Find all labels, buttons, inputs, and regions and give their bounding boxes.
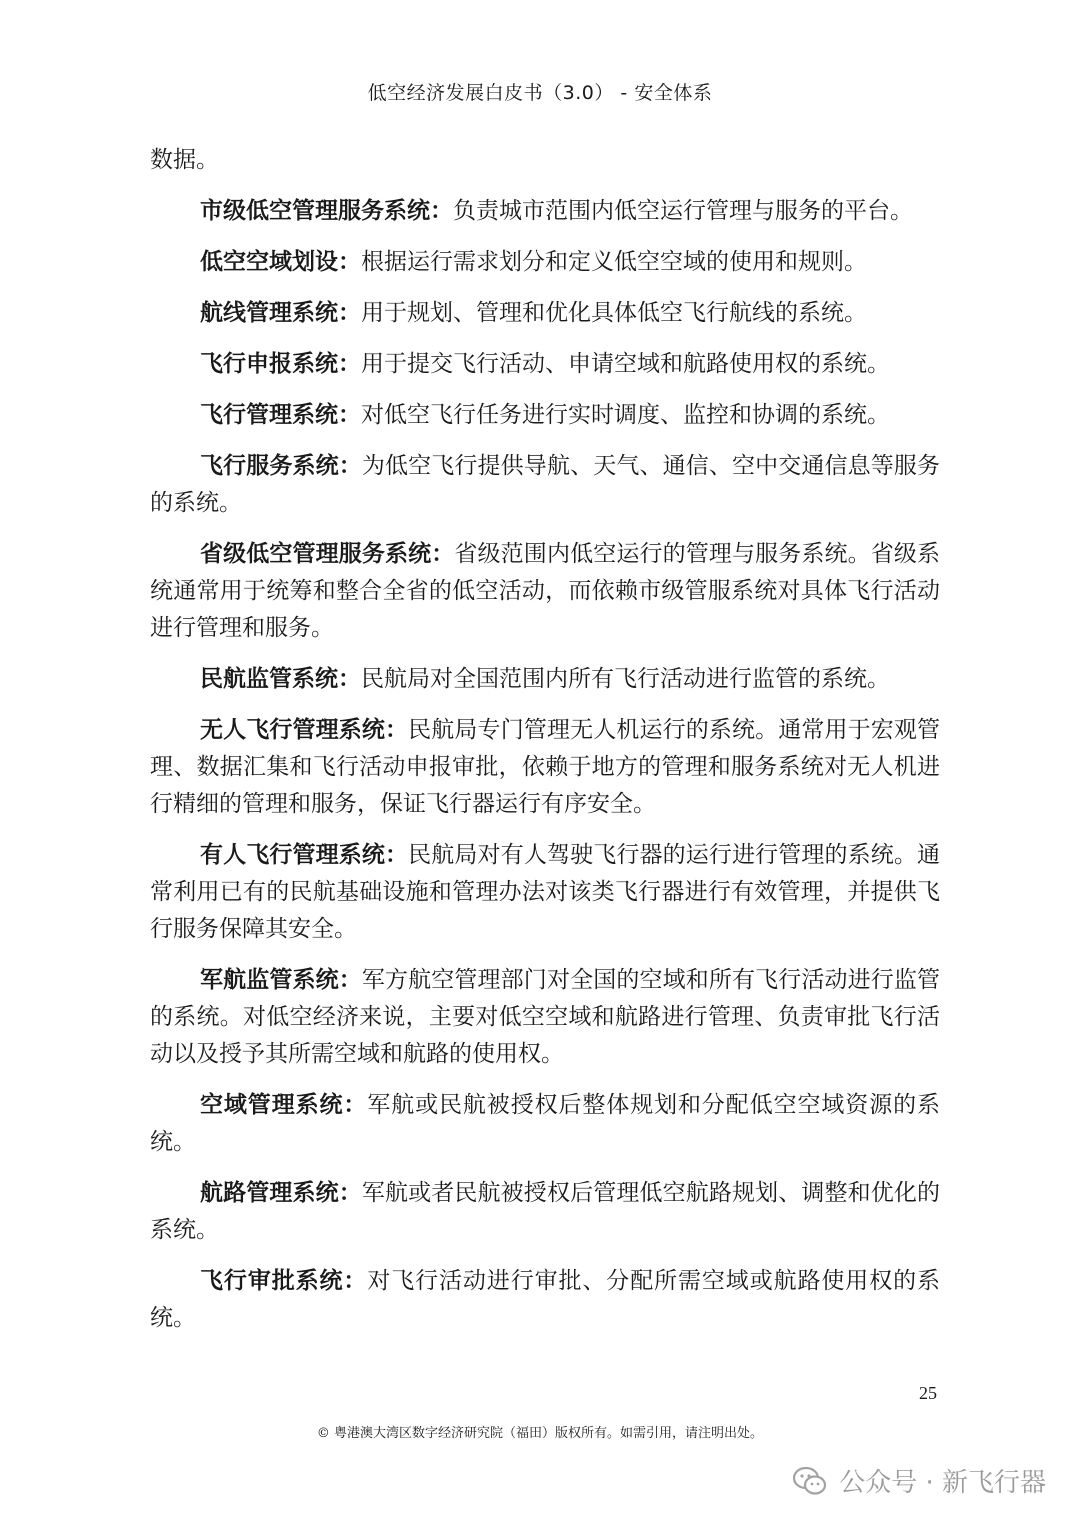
definition-term: 无人飞行管理系统： (200, 716, 409, 743)
running-header: 低空经济发展白皮书（3.0） - 安全体系 (367, 82, 713, 104)
definition-paragraph (150, 1174, 940, 1249)
definition-term: 低空空域划设： (200, 248, 361, 275)
definition-term: 民航监管系统： (200, 665, 361, 692)
definition-text: 根据运行需求划分和定义低空空域的使用和规则。 (361, 249, 867, 275)
definition-term: 省级低空管理服务系统： (200, 540, 455, 567)
body-text (150, 142, 940, 1350)
definition-paragraph (150, 660, 940, 698)
definition-text: 负责城市范围内低空运行管理与服务的平台。 (453, 198, 913, 224)
definition-paragraph (150, 535, 940, 647)
definition-paragraph (150, 396, 940, 434)
definition-text: 对低空飞行任务进行实时调度、监控和协调的系统。 (361, 402, 890, 428)
definition-text: 军航或者民航被授权后管理低空航路规划、调整和优化的系统。 (150, 1180, 941, 1243)
definition-text: 用于规划、管理和优化具体低空飞行航线的系统。 (361, 300, 867, 326)
definition-paragraph (150, 243, 940, 281)
wechat-icon (793, 1466, 827, 1496)
definition-paragraph (150, 447, 940, 522)
definition-paragraph (150, 711, 940, 823)
definition-paragraph (150, 1262, 940, 1337)
definition-term: 空域管理系统： (200, 1091, 368, 1118)
definition-term: 有人飞行管理系统： (200, 841, 409, 868)
definition-paragraph (150, 961, 940, 1073)
definition-text: 对飞行活动进行审批、分配所需空域或航路使用权的系统。 (150, 1268, 941, 1331)
watermark-text: 公众号 · 新飞行器 (839, 1468, 1046, 1498)
definition-text: 民航局对有人驾驶飞行器的运行进行管理的系统。通常利用已有的民航基础设施和管理办法对该类飞行器进行有效管理，并提供飞行服务保障其安全。 (150, 842, 941, 942)
definition-text: 为低空飞行提供导航、天气、通信、空中交通信息等服务的系统。 (150, 453, 941, 516)
definition-paragraph (150, 1086, 940, 1161)
definition-term: 军航监管系统： (200, 966, 362, 993)
definition-text: 军航或民航被授权后整体规划和分配低空空域资源的系统。 (150, 1092, 941, 1155)
definition-term: 飞行管理系统： (200, 401, 361, 428)
definition-text: 民航局专门管理无人机运行的系统。通常用于宏观管理、数据汇集和飞行活动申报审批，依赖于地方的管理和服务系统对无人机进行精细的管理和服务，保证飞行器运行有序安全。 (150, 717, 941, 817)
definition-term: 市级低空管理服务系统： (200, 197, 453, 224)
page-number: 25 (919, 1383, 937, 1403)
copyright-notice: © 粤港澳大湾区数字经济研究院（福田）版权所有。如需引用，请注明出处。 (316, 1426, 764, 1441)
definition-term: 飞行审批系统： (200, 1267, 368, 1294)
definition-paragraph (150, 836, 940, 948)
definition-term: 飞行申报系统： (200, 350, 361, 377)
lead-fragment: 数据。 (150, 147, 219, 173)
definition-text: 民航局对全国范围内所有飞行活动进行监管的系统。 (361, 666, 890, 692)
definition-term: 航线管理系统： (200, 299, 361, 326)
watermark (793, 1462, 1046, 1499)
definition-text: 省级范围内低空运行的管理与服务系统。省级系统通常用于统筹和整合全省的低空活动，而依赖市级管服系统对具体飞行活动进行管理和服务。 (150, 541, 941, 641)
definition-paragraph (150, 192, 940, 230)
definition-text: 用于提交飞行活动、申请空域和航路使用权的系统。 (361, 351, 890, 377)
definition-text: 军方航空管理部门对全国的空域和所有飞行活动进行监管的系统。对低空经济来说，主要对低空空域和航路进行管理、负责审批飞行活动以及授予其所需空域和航路的使用权。 (150, 967, 941, 1067)
definition-paragraph (150, 294, 940, 332)
definition-paragraph (150, 345, 940, 383)
definition-term: 飞行服务系统： (200, 452, 362, 479)
definition-term: 航路管理系统： (200, 1179, 362, 1206)
